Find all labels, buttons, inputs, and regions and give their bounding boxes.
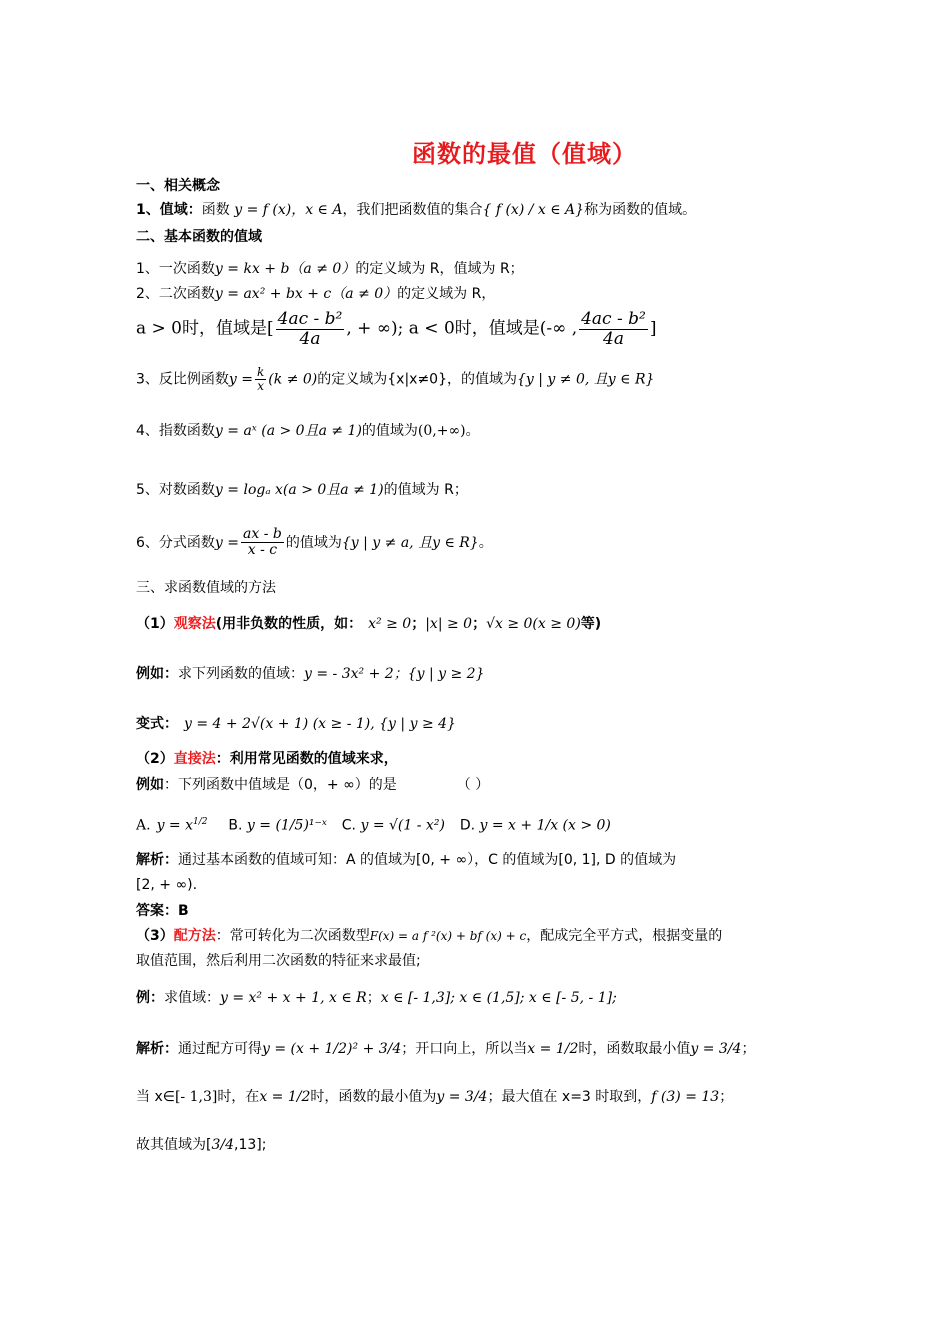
option-a-label: A. bbox=[136, 817, 151, 834]
solution-text: ,13]; bbox=[234, 1137, 267, 1153]
item-text: 。 bbox=[478, 534, 493, 551]
method-name: 观察法 bbox=[173, 616, 216, 632]
example-formula: x² ≥ 0 bbox=[368, 616, 412, 632]
method-direct bbox=[136, 749, 398, 769]
solution-formula: f (3) = 13 bbox=[651, 1089, 720, 1105]
log-function-item bbox=[136, 480, 468, 500]
example-text: 求值域： bbox=[164, 990, 220, 1006]
solution-formula: x = 1/2 bbox=[259, 1089, 311, 1105]
example-label: 例如 bbox=[136, 777, 164, 793]
page-title: 函数的最值（值域） bbox=[412, 140, 637, 168]
item-label: 1、一次函数 bbox=[136, 261, 215, 277]
linear-function-item bbox=[136, 259, 524, 279]
solution-label: 解析： bbox=[136, 852, 178, 868]
item-text: 的定义域为 R， bbox=[397, 286, 496, 302]
solution-3-line-2 bbox=[136, 1087, 733, 1107]
solution-text: ； bbox=[741, 1041, 756, 1057]
example-formula: y = x² + x + 1, x ∈ R bbox=[220, 990, 367, 1006]
solution-3-line-3 bbox=[136, 1135, 266, 1155]
fraction bbox=[241, 527, 284, 559]
item-label: 5、对数函数 bbox=[136, 482, 215, 498]
solution-3-line-1 bbox=[136, 1039, 755, 1059]
item-formula: (k ≠ 0) bbox=[268, 371, 318, 388]
example-text: ：下列函数中值域是（0，+ ∞）的是 bbox=[164, 777, 397, 793]
example-label: 例： bbox=[136, 990, 164, 1006]
example-formula: |x| ≥ 0 bbox=[425, 616, 473, 632]
solution-label: 解析： bbox=[136, 1041, 178, 1057]
option-d-formula: y = x + 1/x (x > 0) bbox=[479, 817, 611, 834]
option-b-label: B. bbox=[228, 817, 243, 834]
item-formula: y = ax² + bx + c（a ≠ 0） bbox=[214, 286, 398, 302]
variation bbox=[136, 714, 456, 734]
section-heading-concepts: 一、相关概念 bbox=[136, 178, 220, 194]
definition-text: 函数 bbox=[201, 202, 230, 218]
solution-text: 故其值域为[ bbox=[136, 1137, 212, 1153]
method-desc: 取值范围，然后利用二次函数的特征来求最值; bbox=[136, 953, 421, 969]
option-a-exponent: 1/2 bbox=[193, 817, 208, 827]
fraction bbox=[579, 310, 648, 348]
method-number: （2） bbox=[136, 751, 174, 767]
variation-label: 变式： bbox=[136, 716, 178, 732]
definition-formula: y = f (x)，x ∈ A bbox=[234, 202, 343, 218]
example-answer: ；{y | y ≥ 2} bbox=[393, 666, 485, 682]
item-text: 的值域为 R； bbox=[383, 482, 468, 498]
solution-text: 当 x∈ bbox=[136, 1089, 175, 1105]
quadratic-function-item bbox=[136, 284, 495, 304]
item-formula: y = logₐ x(a > 0且a ≠ 1) bbox=[214, 482, 384, 498]
solution-text: 时，函数的最小值为 bbox=[310, 1089, 437, 1105]
answer-value: B bbox=[178, 903, 189, 919]
fraction-denominator: 4a bbox=[299, 328, 321, 349]
example-3 bbox=[136, 988, 617, 1008]
example-formula: y = - 3x² + 2 bbox=[304, 666, 394, 682]
exponential-function-item bbox=[136, 421, 480, 441]
item-label: 3、反比例函数 bbox=[136, 371, 229, 388]
solution-text: [2, + ∞). bbox=[136, 877, 198, 893]
solution-formula: 3/4 bbox=[211, 1137, 234, 1153]
fraction-numerator: ax - b bbox=[243, 526, 282, 542]
solution-2 bbox=[136, 850, 676, 870]
fraction bbox=[255, 366, 266, 393]
item-text: 的值域为 bbox=[361, 423, 418, 439]
item-set: {y | y ≠ 0, 且y ∈ R} bbox=[517, 371, 655, 388]
option-c-label: C. bbox=[341, 817, 357, 834]
example-label: 例如： bbox=[136, 666, 178, 682]
option-d-label: D. bbox=[459, 817, 476, 834]
solution-formula: y = 3/4 bbox=[436, 1089, 488, 1105]
item-text: 的定义域为 R，值域为 R； bbox=[355, 261, 524, 277]
method-desc: ：利用常见函数的值域来求， bbox=[215, 751, 398, 767]
solution-text: ；最大值在 x=3 时取到， bbox=[487, 1089, 652, 1105]
method-desc: ：常可转化为二次函数型 bbox=[215, 928, 370, 944]
option-b-formula: y = (1/5)¹⁻ˣ bbox=[246, 817, 327, 834]
solution-text: 通过基本函数的值域可知：A 的值域为[0, + ∞），C 的值域为[0, 1], D 的值域为 bbox=[178, 852, 677, 868]
item-formula: y = bbox=[214, 534, 240, 551]
fraction-numerator: 4ac - b² bbox=[277, 309, 343, 329]
method-number: （3） bbox=[136, 928, 174, 944]
solution-formula: y = (x + 1/2)² + 3/4 bbox=[262, 1041, 402, 1057]
solution-formula: x = 1/2 bbox=[527, 1041, 579, 1057]
method-desc: (用非负数的性质，如： bbox=[215, 616, 363, 632]
example-2-options bbox=[136, 812, 611, 836]
formula-text: ] bbox=[649, 318, 657, 339]
quadratic-range-line bbox=[136, 310, 656, 348]
item-label: 2、二次函数 bbox=[136, 286, 215, 302]
example-formula: √x ≥ 0(x ≥ 0) bbox=[486, 616, 581, 632]
solution-text: 时，函数取最小值 bbox=[578, 1041, 691, 1057]
range-definition bbox=[136, 200, 696, 220]
example-text: 求下列函数的值域： bbox=[178, 666, 304, 682]
item-set: {y | y ≠ a, 且y ∈ R} bbox=[341, 534, 479, 551]
answer-line bbox=[136, 901, 189, 921]
method-name: 配方法 bbox=[173, 928, 216, 944]
method-observation bbox=[136, 614, 601, 634]
item-formula: y = aˣ (a > 0且a ≠ 1) bbox=[214, 423, 362, 439]
item-formula: y = bbox=[228, 371, 254, 388]
formula-text: a > 0时，值域是[ bbox=[136, 318, 274, 339]
separator: ； bbox=[472, 616, 487, 632]
solution-text: 通过配方可得 bbox=[178, 1041, 262, 1057]
fraction-denominator: 4a bbox=[603, 328, 624, 349]
solution-text: ；开口向上，所以当 bbox=[401, 1041, 528, 1057]
example-1 bbox=[136, 664, 484, 684]
method-name: 直接法 bbox=[173, 751, 216, 767]
method-number: （1） bbox=[136, 616, 174, 632]
item-text: 。 bbox=[465, 423, 480, 439]
definition-set: { f (x) / x ∈ A} bbox=[482, 202, 585, 218]
solution-formula: y = 3/4 bbox=[690, 1041, 742, 1057]
solution-text: 时，在 bbox=[217, 1089, 260, 1105]
definition-text: 称为函数的值域。 bbox=[584, 202, 697, 218]
variation-formula: y = 4 + 2√(x + 1) (x ≥ - 1), {y | y ≥ 4} bbox=[184, 716, 456, 732]
fraction-numerator: 4ac - b² bbox=[581, 309, 646, 329]
item-label: 4、指数函数 bbox=[136, 423, 215, 439]
example-ranges: x ∈ [- 1,3]; x ∈ (1,5]; x ∈ [- 5, - 1]; bbox=[380, 990, 617, 1006]
fraction-numerator: k bbox=[257, 365, 265, 379]
answer-label: 答案： bbox=[136, 903, 178, 919]
rational-function-item bbox=[136, 527, 493, 559]
solution-formula: [- 1,3] bbox=[174, 1089, 218, 1105]
fraction-denominator: x bbox=[257, 379, 265, 394]
item-formula: y = kx + b（a ≠ 0） bbox=[214, 261, 356, 277]
separator: ； bbox=[366, 990, 381, 1006]
answer-blank: （ ） bbox=[456, 777, 490, 793]
option-a-formula: y = x bbox=[156, 817, 193, 834]
item-set: (0,+∞) bbox=[417, 423, 466, 439]
solution-text: ； bbox=[719, 1089, 734, 1105]
separator: ； bbox=[411, 616, 426, 632]
definition-text: ，我们把函数值的集合 bbox=[342, 202, 483, 218]
item-label: 6、分式函数 bbox=[136, 534, 215, 551]
definition-label: 1、值域： bbox=[136, 202, 202, 218]
fraction-denominator: x - c bbox=[247, 542, 278, 559]
option-c-formula: y = √(1 - x²) bbox=[360, 817, 445, 834]
example-2 bbox=[136, 775, 489, 795]
method-desc: 等) bbox=[580, 616, 602, 632]
method-completing-square bbox=[136, 926, 722, 946]
inverse-function-item bbox=[136, 366, 654, 393]
item-text: 的值域为 bbox=[285, 534, 342, 551]
item-text: 的定义域为{x|x≠0}，的值域为 bbox=[317, 371, 517, 388]
formula-text: , + ∞); a < 0时，值域是(-∞ , bbox=[346, 318, 578, 339]
section-heading-methods: 三、求函数值域的方法 bbox=[136, 580, 276, 596]
method-desc: ，配成完全平方式，根据变量的 bbox=[526, 928, 723, 944]
method-formula: F(x) = a f ²(x) + bf (x) + c bbox=[369, 929, 527, 943]
section-heading-basic-functions: 二、基本函数的值域 bbox=[136, 229, 262, 245]
fraction bbox=[276, 310, 345, 348]
